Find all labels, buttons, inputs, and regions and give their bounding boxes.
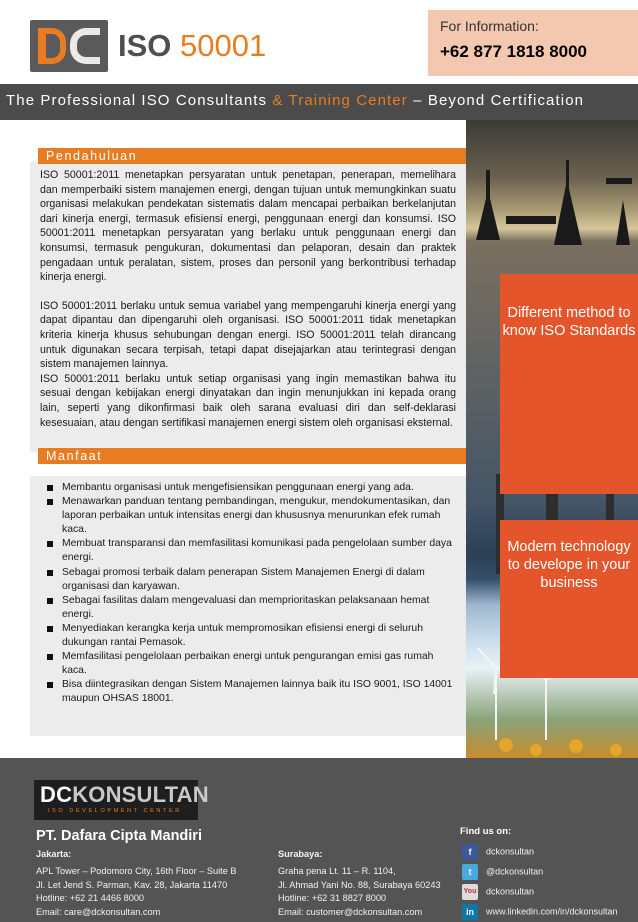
- tagline-part1: The Professional ISO Consultants: [6, 92, 273, 109]
- list-item: Bisa diintegrasikan dengan Sistem Manajemen lainnya baik itu ISO 9001, ISO 14001 maupun OHSAS 18001.: [44, 678, 454, 706]
- youtube-icon: You: [462, 884, 478, 900]
- logo-dc-text: DC: [40, 782, 73, 807]
- title-iso: ISO: [118, 28, 172, 63]
- dc-logo: [30, 20, 108, 72]
- benefits-section: [30, 476, 466, 736]
- intro-paragraph-1: ISO 50001:2011 menetapkan persyaratan untuk penetapan, penerapan, memelihara dan memperbaiki sistem manajemen energi, dengan tujuan untuk memungkinkan suatu organisasi melakukan pendekatan sistematis dalam mencapai perbaikan berkelanjutan dari kinerja energi, termasuk efisiensi energi, penggunaan energi dan konsumsi. ISO 50001:2011 menetapkan persyaratan yang berlaku untuk penggunaan energi dan konsumsi, termasuk pengukuran, dokumentasi dan pelaporan, desain dan praktek pengadaan untuk peralatan, sistem, proses dan personil yang berkontribusi terhadap kinerja energi.: [40, 169, 456, 284]
- facebook-handle: dckonsultan: [486, 846, 535, 857]
- promo-panel-2: Modern technology to develope in your business: [500, 520, 638, 678]
- logo-konsultan-text: KONSULTAN: [72, 782, 209, 807]
- find-us-label: Find us on:: [460, 826, 512, 837]
- footer: [0, 758, 638, 922]
- list-item: Sebagai promosi terbaik dalam penerapan Sistem Manajemen Energi di dalam organisasi dan karyawan.: [44, 566, 454, 594]
- twitter-icon: t: [462, 864, 478, 880]
- dckonsultan-logo: [34, 780, 209, 820]
- logo-c-shape: [70, 28, 100, 64]
- page-title: [118, 28, 266, 64]
- tagline-part2: – Beyond Certification: [407, 92, 585, 109]
- facebook-icon: f: [462, 844, 478, 860]
- info-label: For Information:: [440, 18, 539, 34]
- list-item: Membantu organisasi untuk mengefisiensikan penggunaan energi yang ada.: [44, 481, 454, 495]
- linkedin-icon: in: [462, 904, 478, 920]
- info-phone[interactable]: +62 877 1818 8000: [440, 42, 588, 61]
- surabaya-hotline[interactable]: Hotline: +62 31 8827 8000: [278, 893, 387, 904]
- linkedin-link[interactable]: [462, 904, 618, 920]
- jakarta-email[interactable]: Email: care@dckonsultan.com: [36, 906, 161, 917]
- youtube-handle: dckonsultan: [486, 886, 535, 897]
- tagline-accent: & Training Center: [272, 92, 408, 109]
- surabaya-address: [278, 848, 441, 919]
- youtube-link[interactable]: [462, 884, 534, 900]
- intro-heading: Pendahuluan: [38, 148, 466, 164]
- twitter-handle: @dckonsultan: [486, 866, 544, 877]
- surabaya-email[interactable]: Email: customer@dckonsultan.com: [278, 906, 423, 917]
- intro-paragraph-3: ISO 50001:2011 berlaku untuk setiap organisasi yang ingin memastikan bahwa itu sesuai dengan kebijakan energi dinyatakan dan ingin menunjukkan ini kepada orang lain, seperti yang dikonfirmasi baik oleh sarana evaluasi diri dan self-deklarasi kesesuaian, atau dengan sertifikasi manajemen energi sistem oleh organisasi eksternal.: [40, 372, 456, 429]
- list-item: Menawarkan panduan tentang pembandingan, mengukur, mendokumentasikan, dan laporan perbaikan untuk intensitas energi dan khususnya menurunkan efek rumah kaca.: [44, 495, 454, 537]
- surabaya-city: Surabaya:: [278, 849, 323, 859]
- linkedin-url: www.linkedin.com/in/dckonsultan: [486, 906, 618, 917]
- benefits-list: [44, 481, 454, 707]
- intro-section: [30, 162, 466, 452]
- header: [0, 0, 638, 84]
- logo-wordmark: [40, 782, 209, 808]
- facebook-link[interactable]: [462, 844, 534, 860]
- jakarta-city: Jakarta:: [36, 849, 72, 859]
- twitter-link[interactable]: [462, 864, 543, 880]
- intro-paragraph-2: ISO 50001:2011 berlaku untuk semua variabel yang mempengaruhi kinerja energi yang dapat dipantau dan dipengaruhi oleh organisasi. ISO 50001:2011 tidak menetapkan kriteria kinerja khusus sehubungan dengan energi. ISO 50001:2011 telah dirancang untuk digunakan secara terpisah, tetapi dapat disejajarkan atau terintegrasi dengan sistem manajemen lainnya.: [40, 299, 456, 371]
- title-number: 50001: [180, 28, 267, 63]
- promo-panel-1: Different method to know ISO Standards: [500, 274, 638, 494]
- info-box: [428, 10, 638, 76]
- logo-subtitle: ISO DEVELOPMENT CENTER: [48, 808, 182, 814]
- list-item: Memfasilitasi pengelolaan perbaikan energi untuk pengurangan emisi gas rumah kaca.: [44, 650, 454, 678]
- jakarta-line2: Jl. Let Jend S. Parman, Kav. 28, Jakarta 11470: [36, 879, 228, 890]
- surabaya-line2: Jl. Ahmad Yani No. 88, Surabaya 60243: [278, 879, 441, 890]
- list-item: Sebagai fasilitas dalam mengevaluasi dan memprioritaskan pelaksanaan hemat energi.: [44, 594, 454, 622]
- logo-d-shape: [38, 28, 66, 64]
- list-item: Menyediakan kerangka kerja untuk mempromosikan efisiensi energi di seluruh dukungan rantai Pemasok.: [44, 622, 454, 650]
- company-name: PT. Dafara Cipta Mandiri: [36, 828, 202, 844]
- benefits-heading: Manfaat: [38, 448, 466, 464]
- jakarta-address: [36, 848, 237, 919]
- list-item: Membuat transparansi dan memfasilitasi komunikasi pada pengelolaan sumber daya energi.: [44, 537, 454, 565]
- tagline-bar: [0, 84, 638, 120]
- main-content: [0, 120, 638, 758]
- jakarta-line1: APL Tower – Podomoro City, 16th Floor – Suite B: [36, 866, 237, 877]
- surabaya-line1: Graha pena Lt. 11 – R. 1104,: [278, 866, 396, 877]
- jakarta-hotline[interactable]: Hotline: +62 21 4466 8000: [36, 893, 145, 904]
